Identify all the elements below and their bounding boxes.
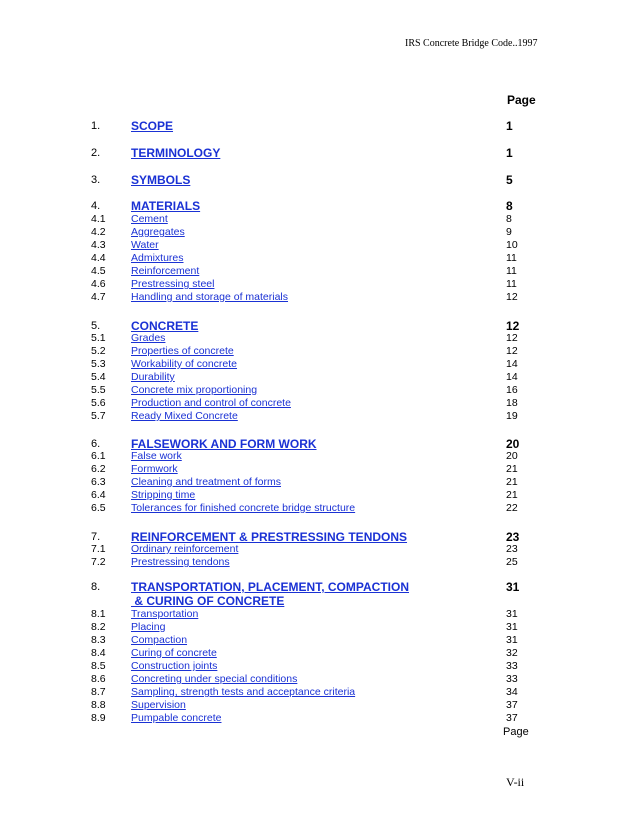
toc-entry <box>0 397 638 411</box>
toc-section-number: 8.6 <box>91 673 106 685</box>
toc-page-number: 8 <box>506 199 513 213</box>
toc-page-number: 37 <box>506 699 518 711</box>
toc-page-number: 37 <box>506 712 518 724</box>
toc-entry <box>0 332 638 346</box>
toc-section-link[interactable]: CONCRETE <box>131 319 199 333</box>
toc-entry <box>0 450 638 464</box>
toc-entry <box>0 608 638 622</box>
toc-section-link[interactable]: Properties of concrete <box>131 345 234 357</box>
toc-section-number: 4.7 <box>91 291 106 303</box>
toc-page-number: 20 <box>506 437 520 451</box>
toc-section-number: 6. <box>91 438 101 450</box>
toc-entry <box>0 686 638 700</box>
toc-section-link[interactable]: Cleaning and treatment of forms <box>131 476 281 488</box>
toc-section-number: 4.4 <box>91 252 106 264</box>
toc-entry <box>0 556 638 570</box>
toc-page-number: 1 <box>506 146 513 160</box>
toc-page-number: 32 <box>506 647 518 659</box>
toc-section-number: 4.1 <box>91 213 106 225</box>
toc-section-number: 5. <box>91 320 101 332</box>
toc-page-number: 12 <box>506 345 518 357</box>
toc-page-number: 20 <box>506 450 518 462</box>
toc-page-number: 11 <box>506 278 517 290</box>
toc-section-link[interactable]: Construction joints <box>131 660 218 672</box>
toc-section-number: 6.2 <box>91 463 106 475</box>
toc-section-link[interactable]: Water <box>131 239 159 251</box>
toc-section-link[interactable]: Curing of concrete <box>131 647 217 659</box>
toc-section-number: 2. <box>91 147 101 159</box>
toc-section-link[interactable]: Durability <box>131 371 175 383</box>
toc-entry <box>0 226 638 240</box>
toc-section-link[interactable]: Prestressing tendons <box>131 556 230 568</box>
toc-section-number: 3. <box>91 174 101 186</box>
toc-page-number: 12 <box>506 332 518 344</box>
toc-page-number: 14 <box>506 371 518 383</box>
toc-entry <box>0 278 638 292</box>
toc-section-number: 4. <box>91 200 101 212</box>
toc-section-link[interactable]: Workability of concrete <box>131 358 238 370</box>
toc-page-number: 33 <box>506 660 518 672</box>
toc-section-link[interactable]: Grades <box>131 332 166 344</box>
toc-page-number: 33 <box>506 673 518 685</box>
toc-page-number: 23 <box>506 543 518 555</box>
toc-section-link[interactable]: False work <box>131 450 182 462</box>
toc-section-number: 5.5 <box>91 384 106 396</box>
toc-page-number: 21 <box>506 476 518 488</box>
toc-section-number: 5.4 <box>91 371 106 383</box>
toc-section-link[interactable]: Prestressing steel <box>131 278 215 290</box>
toc-entry <box>0 291 638 305</box>
toc-section-number: 7.2 <box>91 556 106 568</box>
toc-section-number: 8.1 <box>91 608 106 620</box>
toc-section-link[interactable]: Ordinary reinforcement <box>131 543 239 555</box>
toc-section-link[interactable]: SCOPE <box>131 119 174 133</box>
toc-page-number: 21 <box>506 463 518 475</box>
toc-section-link[interactable]: Stripping time <box>131 489 196 501</box>
toc-entry <box>0 213 638 227</box>
toc-section-link[interactable]: Compaction <box>131 634 188 646</box>
toc-section-link[interactable]: Pumpable concrete <box>131 712 222 724</box>
toc-section-number: 4.3 <box>91 239 106 251</box>
toc-entry <box>0 489 638 503</box>
toc-page-number: 5 <box>506 173 513 187</box>
toc-entry <box>0 265 638 279</box>
toc-section-number: 8. <box>91 581 101 593</box>
toc-section-link[interactable]: Sampling, strength tests and acceptance criteria <box>131 686 356 698</box>
toc-page-number: 12 <box>506 319 520 333</box>
toc-entry <box>0 119 638 135</box>
footer-page-number: V-ii <box>506 775 525 789</box>
toc-section-number: 6.4 <box>91 489 106 501</box>
toc-section-number: 6.3 <box>91 476 106 488</box>
toc-section-link[interactable]: Formwork <box>131 463 178 475</box>
toc-section-number: 6.1 <box>91 450 106 462</box>
toc-section-number: 5.3 <box>91 358 106 370</box>
toc-entry <box>0 647 638 661</box>
toc-section-number: 4.5 <box>91 265 106 277</box>
toc-section-link[interactable]: FALSEWORK AND FORM WORK <box>131 437 317 451</box>
toc-section-link[interactable]: & CURING OF CONCRETE <box>131 594 285 608</box>
toc-page-number: 11 <box>506 265 517 277</box>
toc-section-number: 8.2 <box>91 621 106 633</box>
toc-page-number: 31 <box>506 634 518 646</box>
toc-entry <box>0 502 638 516</box>
toc-section-number: 8.9 <box>91 712 106 724</box>
toc-page-number: 31 <box>506 621 518 633</box>
toc-page-number: 34 <box>506 686 518 698</box>
toc-section-number: 8.7 <box>91 686 106 698</box>
toc-section-number: 4.6 <box>91 278 106 290</box>
toc-page-number: 23 <box>506 530 520 544</box>
toc-page-number: 9 <box>506 226 512 238</box>
toc-entry <box>0 252 638 266</box>
toc-entry <box>0 543 638 557</box>
toc-page-number: 18 <box>506 397 518 409</box>
toc-entry <box>0 634 638 648</box>
toc-section-number: 1. <box>91 120 101 132</box>
toc-entry <box>0 345 638 359</box>
toc-section-number: 5.6 <box>91 397 106 409</box>
toc-section-number: 4.2 <box>91 226 106 238</box>
toc-section-link[interactable]: Handling and storage of materials <box>131 291 289 303</box>
toc-section-number: 6.5 <box>91 502 106 514</box>
toc-page-number: 31 <box>506 580 520 594</box>
toc-section-link[interactable]: Cement <box>131 213 168 225</box>
toc-page-number: 8 <box>506 213 512 225</box>
toc-page-number: 10 <box>506 239 518 251</box>
toc-section-number: 5.7 <box>91 410 106 422</box>
toc-section-link[interactable]: Tolerances for finished concrete bridge structure <box>131 502 356 514</box>
toc-section-link[interactable]: TERMINOLOGY <box>131 146 221 160</box>
toc-section-link[interactable]: Production and control of concrete <box>131 397 291 409</box>
toc-entry <box>0 712 638 726</box>
toc-entry <box>0 621 638 635</box>
toc-page-number: 21 <box>506 489 518 501</box>
toc-section-link[interactable]: Ready Mixed Concrete <box>131 410 238 422</box>
toc-page-number: 25 <box>506 556 518 568</box>
toc-entry <box>0 146 638 162</box>
toc-page-number: 22 <box>506 502 518 514</box>
toc-entry <box>0 358 638 372</box>
toc-section-link[interactable]: Reinforcement <box>131 265 200 277</box>
toc-entry <box>0 173 638 189</box>
toc-entry <box>0 660 638 674</box>
toc-section-link[interactable]: Aggregates <box>131 226 185 238</box>
toc-section-link[interactable]: Transportation <box>131 608 199 620</box>
document-header: IRS Concrete Bridge Code..1997 <box>405 38 538 49</box>
toc-section-link[interactable]: Admixtures <box>131 252 184 264</box>
toc-entry <box>0 384 638 398</box>
toc-section-number: 5.2 <box>91 345 106 357</box>
toc-page-number: 16 <box>506 384 518 396</box>
toc-section-link[interactable]: Concreting under special conditions <box>131 673 298 685</box>
toc-section-link[interactable]: Placing <box>131 621 166 633</box>
toc-page-number: 19 <box>506 410 518 422</box>
footer-page-label: Page <box>503 726 529 738</box>
toc-section-link[interactable]: Concrete mix proportioning <box>131 384 258 396</box>
toc-section-link[interactable]: TRANSPORTATION, PLACEMENT, COMPACTION <box>131 580 409 594</box>
toc-page-number: 31 <box>506 608 518 620</box>
toc-section-link[interactable]: Supervision <box>131 699 186 711</box>
page-column-heading: Page <box>507 93 536 107</box>
toc-section-link[interactable]: SYMBOLS <box>131 173 191 187</box>
toc-section-number: 7. <box>91 531 101 543</box>
toc-page-number: 12 <box>506 291 518 303</box>
toc-section-number: 8.4 <box>91 647 106 659</box>
toc-entry <box>0 239 638 253</box>
toc-entry <box>0 410 638 424</box>
toc-entry <box>0 673 638 687</box>
toc-page-number: 1 <box>506 119 513 133</box>
toc-section-number: 8.3 <box>91 634 106 646</box>
toc-entry <box>0 463 638 477</box>
toc-entry <box>0 476 638 490</box>
toc-section-number: 7.1 <box>91 543 106 555</box>
toc-section-number: 5.1 <box>91 332 106 344</box>
toc-entry <box>0 699 638 713</box>
toc-entry <box>0 371 638 385</box>
toc-section-number: 8.5 <box>91 660 106 672</box>
toc-page-number: 11 <box>506 252 517 264</box>
toc-section-number: 8.8 <box>91 699 106 711</box>
toc-section-link[interactable]: MATERIALS <box>131 199 201 213</box>
toc-section-link[interactable]: REINFORCEMENT & PRESTRESSING TENDONS <box>131 530 408 544</box>
toc-page-number: 14 <box>506 358 518 370</box>
